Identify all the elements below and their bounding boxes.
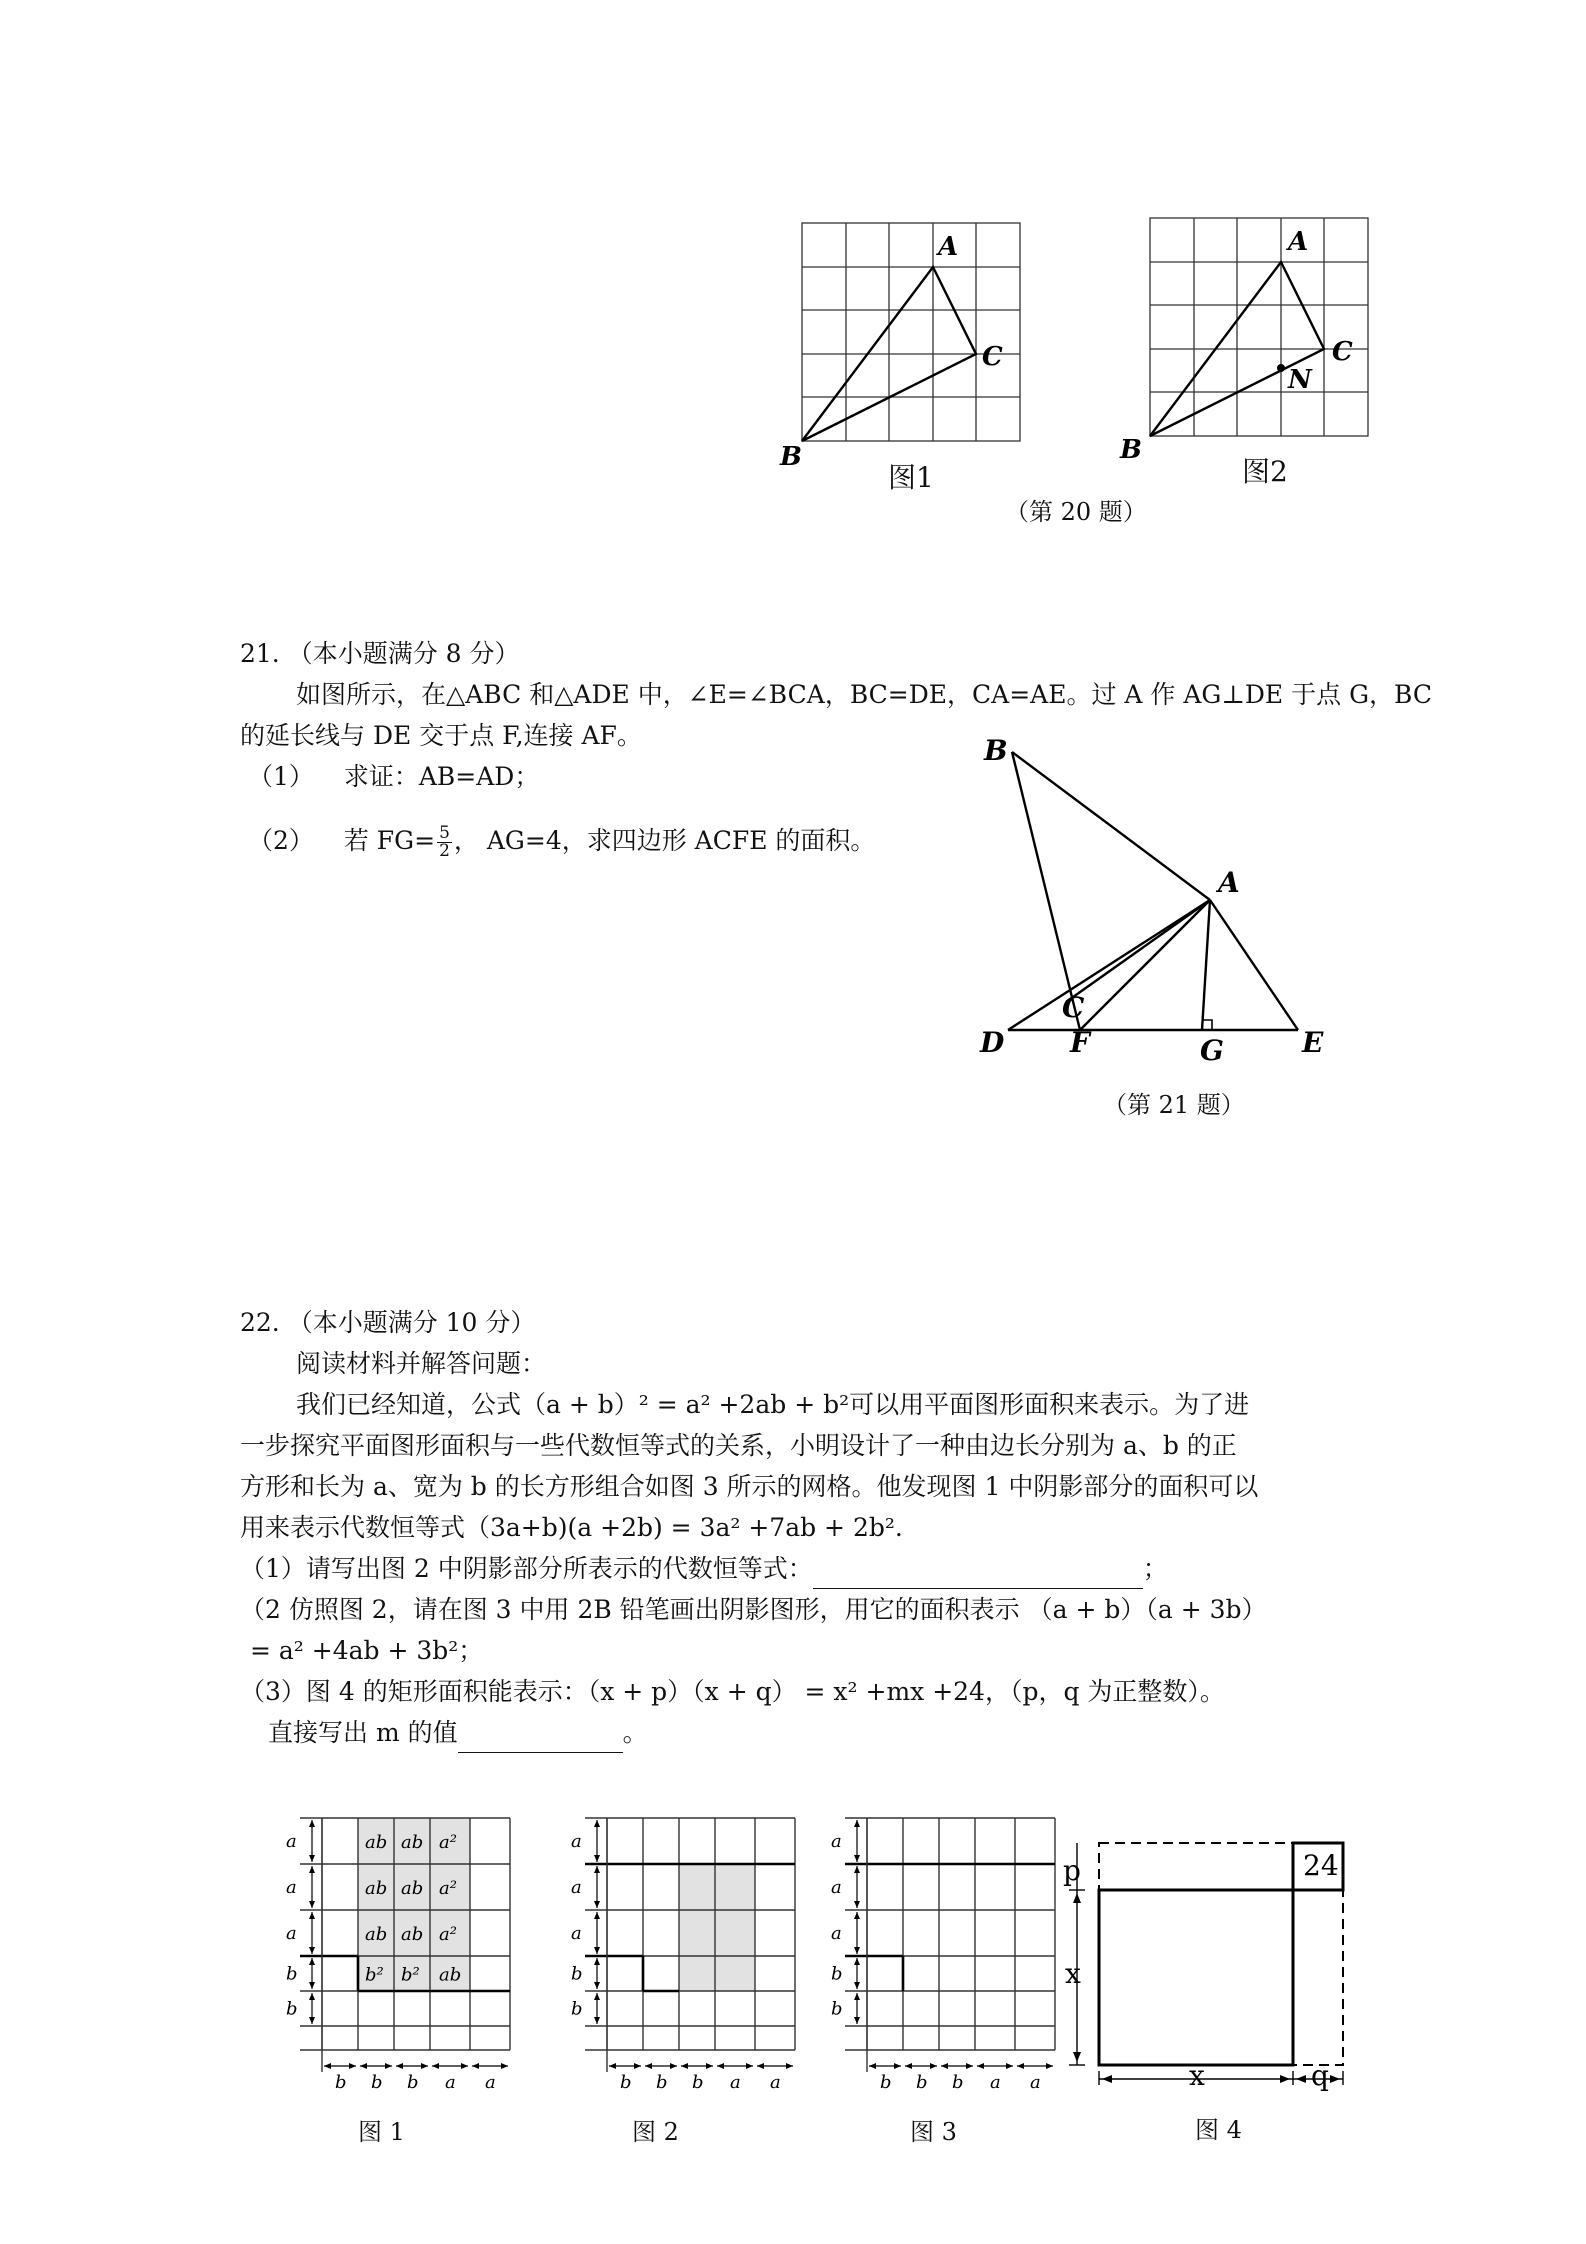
arrow-down (309, 1982, 315, 1989)
q22-paragraph-line4: 用来表示代数恒等式（3a+b)(a +2b) = 3a² +7ab + 2b². (240, 1513, 903, 1542)
arrow-left (757, 2063, 764, 2069)
q22-fig1-caption: 图 1 (358, 2118, 405, 2146)
row-label: a (286, 1877, 297, 1898)
q22-part3-end: 。 (622, 1718, 648, 1747)
cell-label: ab (401, 1878, 424, 1899)
arrow-right (461, 2063, 468, 2069)
col-label: a (770, 2072, 781, 2093)
q22-part2-line1: （2 仿照图 2，请在图 3 中用 2B 铅笔画出阴影图形，用它的面积表示 （a + b）（a + 3b） (240, 1595, 1267, 1624)
arrow-up (854, 1993, 860, 2000)
row-label: a (571, 1831, 582, 1852)
answer-blank-2[interactable] (458, 1724, 623, 1753)
arrow-left (869, 2063, 876, 2069)
label-c: C (1062, 991, 1085, 1024)
cell-label: a² (439, 1832, 457, 1853)
shaded-region (679, 1864, 755, 1991)
q20-fig2-caption: 图2 (1242, 455, 1288, 488)
col-label: a (990, 2072, 1001, 2093)
col-label: b (407, 2072, 419, 2093)
label-24: 24 (1303, 1849, 1339, 1882)
arrow-right (349, 2063, 356, 2069)
label-b: B (780, 442, 802, 472)
label-d: D (980, 1026, 1005, 1059)
arrow-up (594, 1820, 600, 1827)
arrow-down (594, 1901, 600, 1908)
arrow-up (854, 1912, 860, 1919)
arrow-left (324, 2063, 331, 2069)
arrow-right (706, 2063, 713, 2069)
row-label: a (286, 1831, 297, 1852)
q21-part1-number: （1） (248, 762, 314, 791)
arrow-left (472, 2063, 479, 2069)
q22-header: 22. （本小题满分 10 分） (240, 1308, 536, 1337)
col-label: b (916, 2072, 928, 2093)
arrow-up (594, 1993, 600, 2000)
col-label: a (730, 2072, 741, 2093)
label-a-2: A (1288, 227, 1309, 257)
arrow-down (594, 1982, 600, 1989)
q21-part1-text: 求证：AB=AD； (343, 762, 540, 791)
arrow-right (746, 2063, 753, 2069)
q22-part2-line2: = a² +4ab + 3b²； (250, 1636, 484, 1665)
q22-fig2-caption: 图 2 (632, 2118, 679, 2146)
q21-part2 (248, 820, 875, 861)
q22-figure-4 (1055, 1835, 1355, 2092)
row-label: b (286, 1963, 298, 1985)
row-label: b (286, 1998, 298, 2020)
col-label: b (620, 2072, 632, 2093)
q21-part2-post: ， AG=4，求四边形 ACFE 的面积。 (453, 826, 876, 855)
label-b-2: B (1120, 435, 1142, 465)
arrow-right (501, 2063, 508, 2069)
arrow-right (385, 2063, 392, 2069)
arrow-right (1006, 2063, 1013, 2069)
arrow-down (309, 1901, 315, 1908)
q22-part1-end: ； (1142, 1554, 1168, 1583)
q21-caption: （第 21 题） (1103, 1091, 1245, 1119)
label-c-2: C (1332, 337, 1353, 367)
label-x-bottom: x (1189, 2059, 1205, 2092)
q21-figure (960, 730, 1340, 1070)
arrow-down (309, 1947, 315, 1954)
q22-figure-3 (785, 1810, 1060, 2093)
q21-part2-pre: 若 FG= (343, 826, 436, 855)
cell-label: ab (401, 1832, 424, 1853)
col-label: b (692, 2072, 704, 2093)
fraction-five-halves: $\frac{5}{2}$ (439, 823, 450, 861)
arrow-down (854, 1855, 860, 1862)
arrow-left (609, 2063, 616, 2069)
grid-lines (845, 1818, 1055, 2050)
arrow-left (977, 2063, 984, 2069)
q21-part2-number: （2） (248, 826, 314, 855)
col-label: a (445, 2072, 456, 2093)
arrow-right (894, 2063, 901, 2069)
label-f: F (1070, 1026, 1090, 1059)
q22-part3-line2 (268, 1712, 648, 1753)
col-label: b (880, 2072, 892, 2093)
cell-label: ab (401, 1924, 424, 1945)
label-e: E (1302, 1026, 1324, 1059)
arrow-left (941, 2063, 948, 2069)
arrow-right (634, 2063, 641, 2069)
row-label: a (571, 1923, 582, 1944)
label-n: N (1288, 365, 1312, 395)
arrow-up (309, 1820, 315, 1827)
row-label: a (831, 1831, 842, 1852)
q22-paragraph-line1: 我们已经知道，公式（a + b）² = a² +2ab + b²可以用平面图形面积来表示。为了进 (296, 1390, 1250, 1419)
col-label: a (485, 2072, 496, 2093)
q22-fig3-caption: 图 3 (910, 2118, 957, 2146)
row-label: b (571, 1998, 583, 2020)
q21-line1: 如图所示，在△ABC 和△ADE 中，∠E=∠BCA，BC=DE，CA=AE。过 A 作 AG⊥DE 于点 G，BC (296, 680, 1433, 709)
row-label: a (831, 1923, 842, 1944)
arrow-down (854, 1901, 860, 1908)
q21-line2: 的延长线与 DE 交于点 F,连接 AF。 (240, 721, 642, 750)
cell-label: b² (401, 1964, 420, 1986)
q21-part1 (248, 756, 539, 797)
row-label: a (571, 1877, 582, 1898)
arrow-right (966, 2063, 973, 2069)
label-g: G (1200, 1034, 1224, 1067)
answer-blank-1[interactable] (813, 1560, 1143, 1589)
cell-label: a² (439, 1878, 457, 1899)
arrow-down (854, 2017, 860, 2024)
label-x-side: x (1065, 1957, 1081, 1990)
cell-label: ab (365, 1878, 388, 1899)
arrow-up (309, 1866, 315, 1873)
row-label: b (831, 1998, 843, 2020)
q22-part1-text: （1）请写出图 2 中阴影部分所表示的代数恒等式： (240, 1554, 813, 1583)
arrow-right (421, 2063, 428, 2069)
q21-header: 21. （本小题满分 8 分） (240, 639, 520, 668)
cell-label: ab (365, 1832, 388, 1853)
q22-intro: 阅读材料并解答问题： (296, 1349, 547, 1378)
cell-label: ab (365, 1924, 388, 1945)
label-a: A (1218, 866, 1240, 899)
arrow-right (670, 2063, 677, 2069)
q22-figure-2 (525, 1810, 800, 2093)
q20-caption: （第 20 题） (1005, 498, 1147, 526)
label-a: A (938, 232, 959, 262)
arrow-up (594, 1866, 600, 1873)
arrow-left (1017, 2063, 1024, 2069)
arrow-up (854, 1958, 860, 1965)
q22-figure-1 (240, 1810, 515, 2093)
col-label: a (1030, 2072, 1041, 2093)
arrow-up (309, 1958, 315, 1965)
col-label: b (656, 2072, 668, 2093)
q22-paragraph-line3: 方形和长为 a、宽为 b 的长方形组合如图 3 所示的网格。他发现图 1 中阴影部分的面积可以 (240, 1472, 1259, 1501)
label-p: p (1063, 1854, 1081, 1887)
arrow-left (645, 2063, 652, 2069)
label-q: q (1311, 2059, 1329, 2092)
arrow-up (854, 1820, 860, 1827)
col-label: b (952, 2072, 964, 2093)
arrow-down (309, 2017, 315, 2024)
q22-paragraph-line2: 一步探究平面图形面积与一些代数恒等式的关系，小明设计了一种由边长分别为 a、b 的正 (240, 1431, 1237, 1460)
arrow-up (854, 1866, 860, 1873)
q22-part3-text: 直接写出 m 的值 (268, 1718, 458, 1747)
point-n (1277, 364, 1285, 372)
arrow-left (360, 2063, 367, 2069)
arrow-down (309, 1855, 315, 1862)
arrow-left (432, 2063, 439, 2069)
col-label: b (335, 2072, 347, 2093)
arrow-left (905, 2063, 912, 2069)
cell-label: ab (439, 1964, 462, 1986)
q22-part1 (240, 1548, 1168, 1589)
cell-label: a² (439, 1924, 457, 1945)
arrow-up (309, 1912, 315, 1919)
arrow-right (1046, 2063, 1053, 2069)
arrow-down (594, 2017, 600, 2024)
q20-figure-2 (1110, 208, 1380, 468)
arrow-up (594, 1912, 600, 1919)
label-b: B (984, 734, 1008, 767)
arrow-down (854, 1947, 860, 1954)
cell-label: b² (365, 1964, 384, 1986)
arrow-right (930, 2063, 937, 2069)
arrow-up (594, 1958, 600, 1965)
row-label: a (831, 1877, 842, 1898)
arrow-down (594, 1855, 600, 1862)
arrow-down (854, 1982, 860, 1989)
row-label: b (571, 1963, 583, 1985)
arrow-up (309, 1993, 315, 2000)
q20-figure-1 (780, 215, 1040, 475)
arrow-down (594, 1947, 600, 1954)
q22-fig4-caption: 图 4 (1195, 2116, 1242, 2144)
arrow-left (681, 2063, 688, 2069)
col-label: b (371, 2072, 383, 2093)
row-label: a (286, 1923, 297, 1944)
q20-fig1-caption: 图1 (888, 461, 934, 494)
label-c: C (982, 342, 1003, 372)
arrow-left (717, 2063, 724, 2069)
q22-part3-line1: （3）图 4 的矩形面积能表示：（x + p）（x + q） = x² +mx +24，（p，q 为正整数）。 (240, 1677, 1225, 1706)
row-label: b (831, 1963, 843, 1985)
arrow-left (396, 2063, 403, 2069)
